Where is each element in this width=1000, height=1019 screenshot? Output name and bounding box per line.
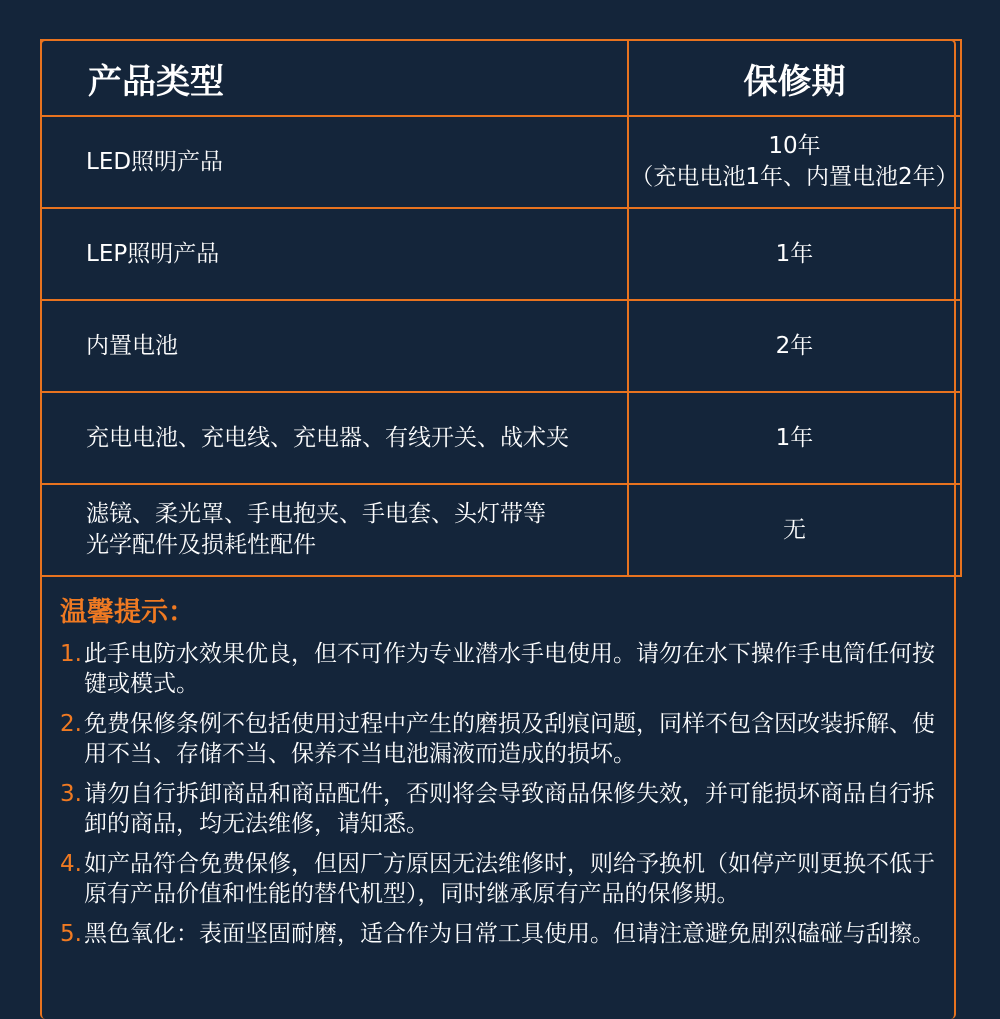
product-line: 光学配件及损耗性配件 xyxy=(86,532,316,558)
warranty-cell: 1年 xyxy=(628,208,961,300)
table-row xyxy=(41,208,961,300)
tip-text: 黑色氧化：表面坚固耐磨，适合作为日常工具使用。但请注意避免剧烈磕碰与刮擦。 xyxy=(84,921,935,947)
table-row xyxy=(41,484,961,576)
tip-number: 1. xyxy=(60,641,82,667)
tip-item xyxy=(60,919,950,949)
table-row xyxy=(41,392,961,484)
tips-list xyxy=(60,639,950,949)
warranty-period: 10年 xyxy=(768,133,821,159)
warranty-cell: 2年 xyxy=(628,300,961,392)
tips-section xyxy=(60,590,950,959)
tip-item xyxy=(60,849,950,909)
warranty-cell xyxy=(628,116,961,208)
tip-item xyxy=(60,639,950,699)
tip-number: 4. xyxy=(60,851,82,877)
tip-number: 2. xyxy=(60,711,82,737)
product-line: 滤镜、柔光罩、手电抱夹、手电套、头灯带等 xyxy=(86,501,546,527)
warranty-note: （充电电池1年、内置电池2年） xyxy=(630,164,959,190)
tip-text: 此手电防水效果优良，但不可作为专业潜水手电使用。请勿在水下操作手电筒任何按键或模式。 xyxy=(84,641,935,697)
warranty-cell: 1年 xyxy=(628,392,961,484)
tip-item xyxy=(60,709,950,769)
tip-item xyxy=(60,779,950,839)
table-header-row xyxy=(41,40,961,116)
warranty-cell: 无 xyxy=(628,484,961,576)
header-warranty: 保修期 xyxy=(628,40,961,116)
tip-text: 免费保修条例不包括使用过程中产生的磨损及刮痕问题，同样不包含因改装拆解、使用不当、存储不当、保养不当电池漏液而造成的损坏。 xyxy=(84,711,935,767)
warranty-table xyxy=(40,39,962,577)
tip-text: 请勿自行拆卸商品和商品配件，否则将会导致商品保修失效，并可能损坏商品自行拆卸的商品，均无法维修，请知悉。 xyxy=(84,781,935,837)
product-cell: LEP照明产品 xyxy=(41,208,628,300)
product-cell xyxy=(41,484,628,576)
table-row xyxy=(41,116,961,208)
table-row xyxy=(41,300,961,392)
tips-title: 温馨提示： xyxy=(60,597,195,628)
product-cell: 内置电池 xyxy=(41,300,628,392)
product-cell: LED照明产品 xyxy=(41,116,628,208)
product-cell: 充电电池、充电线、充电器、有线开关、战术夹 xyxy=(41,392,628,484)
tip-number: 5. xyxy=(60,921,82,947)
header-product-type: 产品类型 xyxy=(41,40,628,116)
tip-number: 3. xyxy=(60,781,82,807)
tip-text: 如产品符合免费保修，但因厂方原因无法维修时，则给予换机（如停产则更换不低于原有产品价值和性能的替代机型），同时继承原有产品的保修期。 xyxy=(84,851,935,907)
